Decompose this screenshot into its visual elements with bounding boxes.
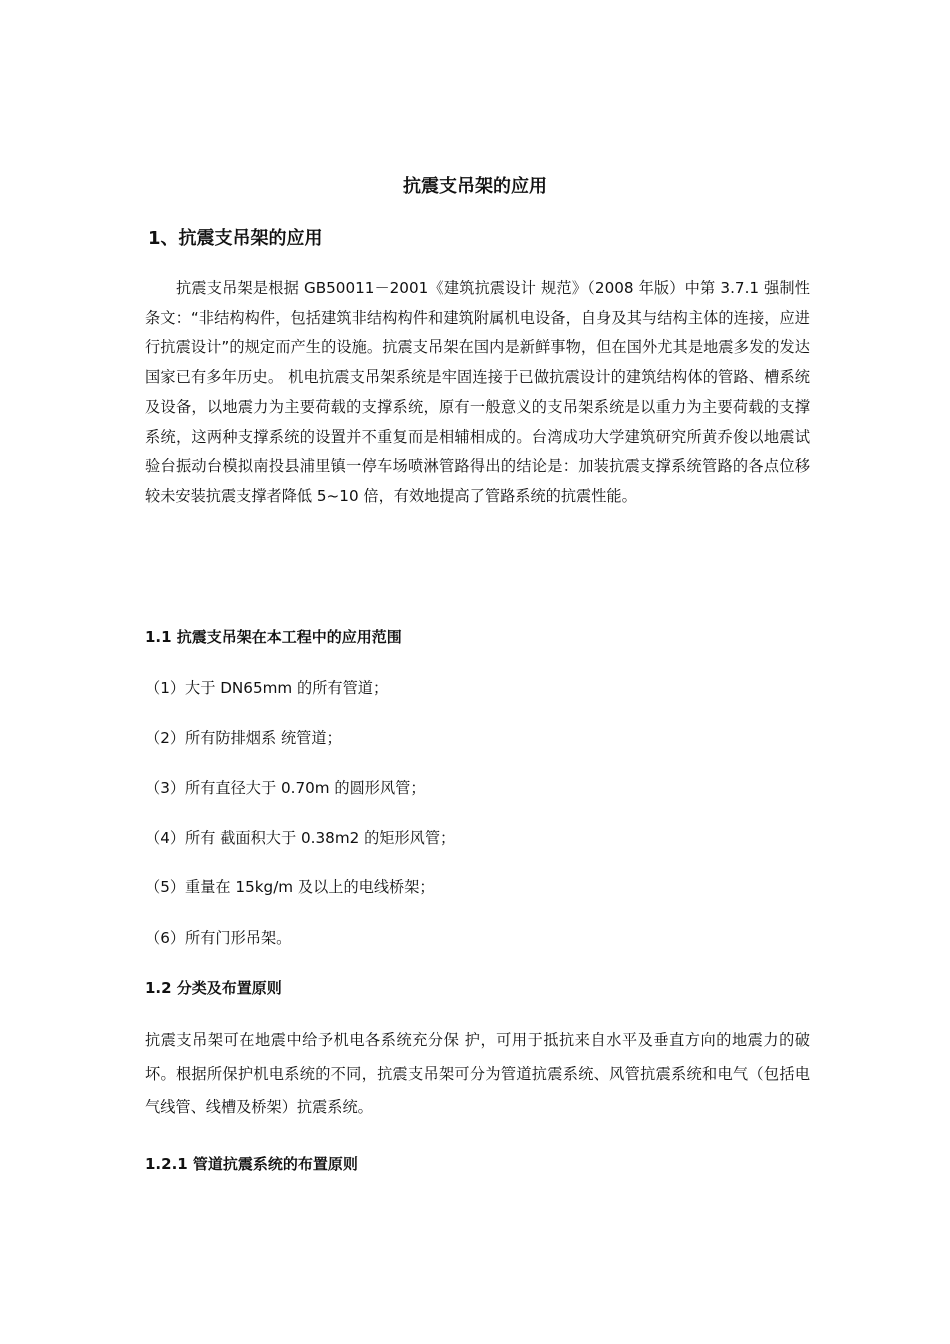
list-item: （6）所有门形吊架。 — [145, 929, 292, 947]
list-item: （2）所有防排烟系 统管道； — [145, 729, 342, 747]
section-heading-1: 1、抗震支吊架的应用 — [148, 228, 323, 249]
section-heading-1-2-1: 1.2.1 管道抗震系统的布置原则 — [145, 1155, 358, 1173]
section-1-2-paragraph: 抗震支吊架可在地震中给予机电各系统充分保 护，可用于抵抗来自水平及垂直方向的地震力的破坏。根据所保护机电系统的不同，抗震支吊架可分为管道抗震系统、风管抗震系统和电气（包括电气线管、线槽及桥架）抗震系统。 — [145, 1031, 810, 1117]
section-1-paragraph: 抗震支吊架是根据 GB50011－2001《建筑抗震设计 规范》（2008 年版）中第 3.7.1 强制性条文：“非结构构件，包括建筑非结构构件和建筑附属机电设备，自身及其与结构主体的连接，应进行抗震设计”的规定而产生的设施。抗震支吊架在国内是新鲜事物，但在国外尤其是地震多发的发达国家已有多年历史。 机电抗震支吊架系统是牢固连接于已做抗震设计的建筑结构体的管路、槽系统及设备，以地震力为主要荷载的支撑系统，原有一般意义的支吊架系统是以重力为主要荷载的支撑系统，这两种支撑系统的设置并不重复而是相辅相成的。台湾成功大学建筑研究所黄乔俊以地震试验台振动台模拟南投县浦里镇一停车场喷淋管路得出的结论是：加装抗震支撑系统管路的各点位移较未安装抗震支撑者降低 5~10 倍，有效地提高了管路系统的抗震性能。 — [145, 279, 810, 505]
section-heading-1-1: 1.1 抗震支吊架在本工程中的应用范围 — [145, 628, 402, 646]
section-heading-1-2: 1.2 分类及布置原则 — [145, 979, 282, 997]
document-title: 抗震支吊架的应用 — [403, 176, 547, 197]
list-item: （1）大于 DN65mm 的所有管道； — [145, 679, 389, 697]
list-item: （3）所有直径大于 0.70m 的圆形风管； — [145, 779, 426, 797]
list-item: （4）所有 截面积大于 0.38m2 的矩形风管； — [145, 829, 456, 847]
list-item: （5）重量在 15kg/m 及以上的电线桥架； — [145, 878, 435, 896]
